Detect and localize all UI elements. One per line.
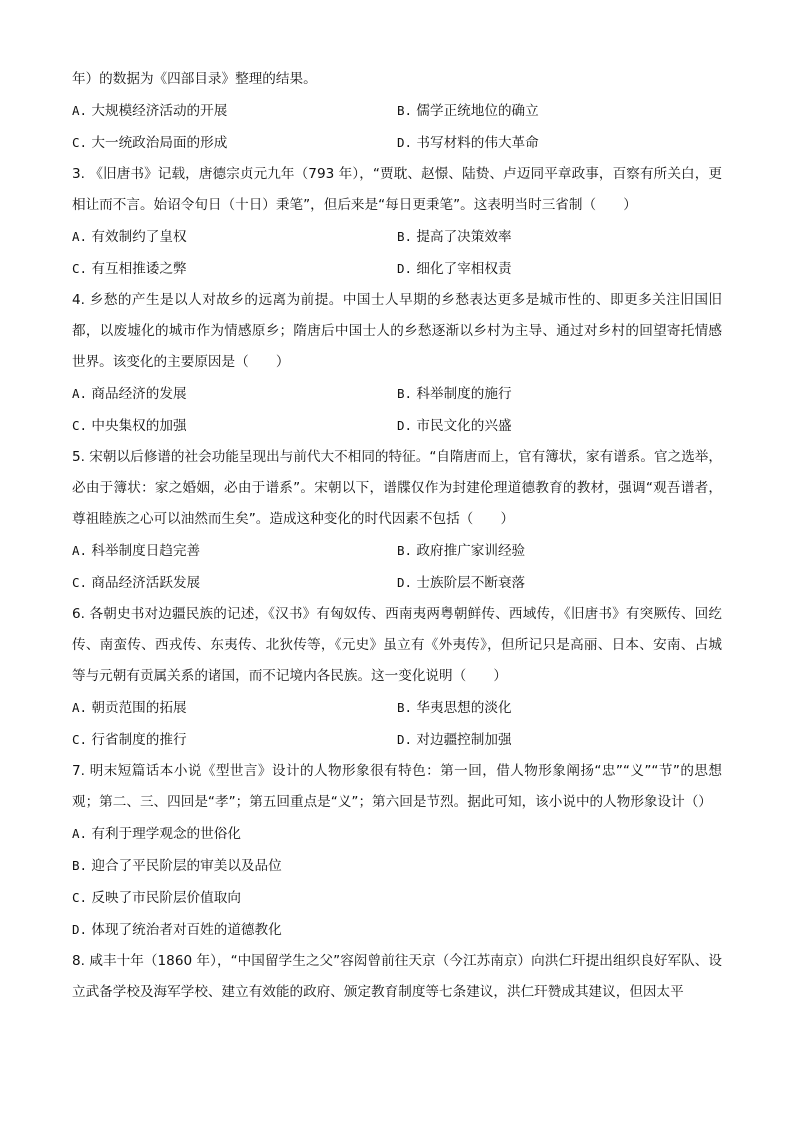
answer-option[interactable] (397, 253, 722, 285)
intro-line: 年）的数据为《四部目录》整理的结果。 (72, 71, 317, 87)
answer-option[interactable] (397, 378, 722, 410)
question-stem: 4. 乡愁的产生是以人对故乡的远离为前提。中国士人早期的乡愁表达更多是城市性的、即更多关注旧国旧都，以废墟化的城市作为情感原乡；隋唐后中国士人的乡愁逐渐以乡村为主导、通过对乡村的回望寄托情感世界。该变化的主要原因是（ ） (72, 292, 722, 370)
option-label: A. (72, 229, 88, 244)
answer-option[interactable] (397, 535, 722, 567)
answer-option[interactable] (397, 567, 722, 599)
option-text: 科举制度日趋完善 (91, 543, 201, 559)
answer-option[interactable] (397, 127, 722, 159)
answer-option[interactable] (72, 692, 397, 724)
question-stem: 7. 明末短篇话本小说《型世言》设计的人物形象很有特色：第一回，借人物形象阐扬“忠”“义”“节”的思想观；第二、三、四回是“孝”；第五回重点是“义”；第六回是节烈。据此可知，该小说中的人物形象设计（） (72, 763, 722, 810)
question-block (72, 756, 722, 946)
question-block (72, 95, 722, 159)
option-label: B. (72, 858, 88, 873)
option-text: 科举制度的施行 (416, 386, 512, 402)
answer-options (72, 692, 722, 756)
answer-options (72, 818, 722, 946)
answer-option[interactable] (72, 818, 722, 850)
option-label: C. (72, 261, 88, 276)
option-label: C. (72, 418, 88, 433)
answer-option[interactable] (397, 692, 722, 724)
answer-option[interactable] (72, 882, 722, 914)
option-label: B. (397, 700, 413, 715)
option-text: 有效制约了皇权 (91, 229, 187, 245)
option-text: 市民文化的兴盛 (416, 418, 512, 434)
answer-options (72, 95, 722, 159)
answer-option[interactable] (397, 724, 722, 756)
question-stem: 3. 《旧唐书》记载，唐德宗贞元九年（793 年），“贾耽、赵憬、陆贽、卢迈同平章政事，百察有所关白，更相让而不言。始诏令旬日（十日）秉笔”，但后来是“每日更秉笔”。这表明当时三省制（ ） (72, 166, 722, 213)
answer-options (72, 535, 722, 599)
question-stem: 8. 咸丰十年（1860 年），“中国留学生之父”容闳曾前往天京（今江苏南京）向洪仁玕提出组织良好军队、设立武备学校及海军学校、建立有效能的政府、颁定教育制度等七条建议，洪仁玕赞成其建议，但因太平 (72, 953, 722, 1000)
option-label: A. (72, 826, 88, 841)
option-label: D. (397, 732, 413, 747)
answer-options (72, 378, 722, 442)
answer-option[interactable] (397, 95, 722, 127)
option-text: 书写材料的伟大革命 (416, 135, 539, 151)
option-text: 体现了统治者对百姓的道德教化 (91, 922, 282, 938)
option-text: 商品经济的发展 (91, 386, 187, 402)
option-text: 政府推广家训经验 (416, 543, 526, 559)
option-text: 迎合了平民阶层的审美以及品位 (91, 858, 282, 874)
answer-option[interactable] (72, 378, 397, 410)
answer-option[interactable] (72, 221, 397, 253)
answer-option[interactable] (397, 410, 722, 442)
question-block (72, 599, 722, 756)
option-label: B. (397, 103, 413, 118)
option-label: B. (397, 386, 413, 401)
option-label: D. (397, 135, 413, 150)
option-label: C. (72, 135, 88, 150)
option-label: C. (72, 575, 88, 590)
option-text: 有互相推诿之弊 (91, 261, 187, 277)
answer-option[interactable] (72, 535, 397, 567)
question-stem: 6. 各朝史书对边疆民族的记述，《汉书》有匈奴传、西南夷两粤朝鲜传、西域传，《旧唐书》有突厥传、回纥传、南蛮传、西戎传、东夷传、北狄传等，《元史》虽立有《外夷传》，但所记只是高丽、日本、安南、占城等与元朝有贡属关系的诸国，而不记境内各民族。这一变化说明（ ） (72, 606, 722, 684)
option-text: 行省制度的推行 (91, 732, 187, 748)
option-text: 朝贡范围的拓展 (91, 700, 187, 716)
option-text: 华夷思想的淡化 (416, 700, 512, 716)
option-text: 大规模经济活动的开展 (91, 103, 228, 119)
answer-option[interactable] (397, 221, 722, 253)
option-label: B. (397, 229, 413, 244)
question-block (72, 946, 722, 1008)
answer-option[interactable] (72, 914, 722, 946)
document-body (72, 64, 722, 1008)
answer-option[interactable] (72, 95, 397, 127)
option-text: 有利于理学观念的世俗化 (91, 826, 241, 842)
answer-option[interactable] (72, 567, 397, 599)
option-text: 儒学正统地位的确立 (416, 103, 539, 119)
option-label: C. (72, 732, 88, 747)
option-label: A. (72, 103, 88, 118)
option-label: A. (72, 543, 88, 558)
question-stem: 5. 宋朝以后修谱的社会功能呈现出与前代大不相同的特征。“自隋唐而上，官有簿状，家有谱系。官之选举，必由于簿状：家之婚姻，必由于谱系”。宋朝以下，谱牒仅作为封建伦理道德教育的教材，强调“观吾谱者，尊祖睦族之心可以油然而生矣”。造成这种变化的时代因素不包括（ ） (72, 449, 722, 527)
option-text: 细化了宰相权责 (416, 261, 512, 277)
answer-option[interactable] (72, 850, 722, 882)
option-label: D. (397, 418, 413, 433)
option-label: A. (72, 386, 88, 401)
question-block (72, 159, 722, 285)
option-text: 中央集权的加强 (91, 418, 187, 434)
option-text: 商品经济活跃发展 (91, 575, 201, 591)
option-label: A. (72, 700, 88, 715)
answer-options (72, 221, 722, 285)
option-text: 大一统政治局面的形成 (91, 135, 228, 151)
option-label: B. (397, 543, 413, 558)
option-text: 提高了决策效率 (416, 229, 512, 245)
question-block (72, 285, 722, 442)
option-text: 反映了市民阶层价值取向 (91, 890, 241, 906)
option-label: D. (397, 575, 413, 590)
answer-option[interactable] (72, 127, 397, 159)
option-label: C. (72, 890, 88, 905)
question-block (72, 442, 722, 599)
option-label: D. (397, 261, 413, 276)
option-text: 对边疆控制加强 (416, 732, 512, 748)
answer-option[interactable] (72, 410, 397, 442)
option-label: D. (72, 922, 88, 937)
option-text: 士族阶层不断衰落 (416, 575, 526, 591)
answer-option[interactable] (72, 724, 397, 756)
answer-option[interactable] (72, 253, 397, 285)
